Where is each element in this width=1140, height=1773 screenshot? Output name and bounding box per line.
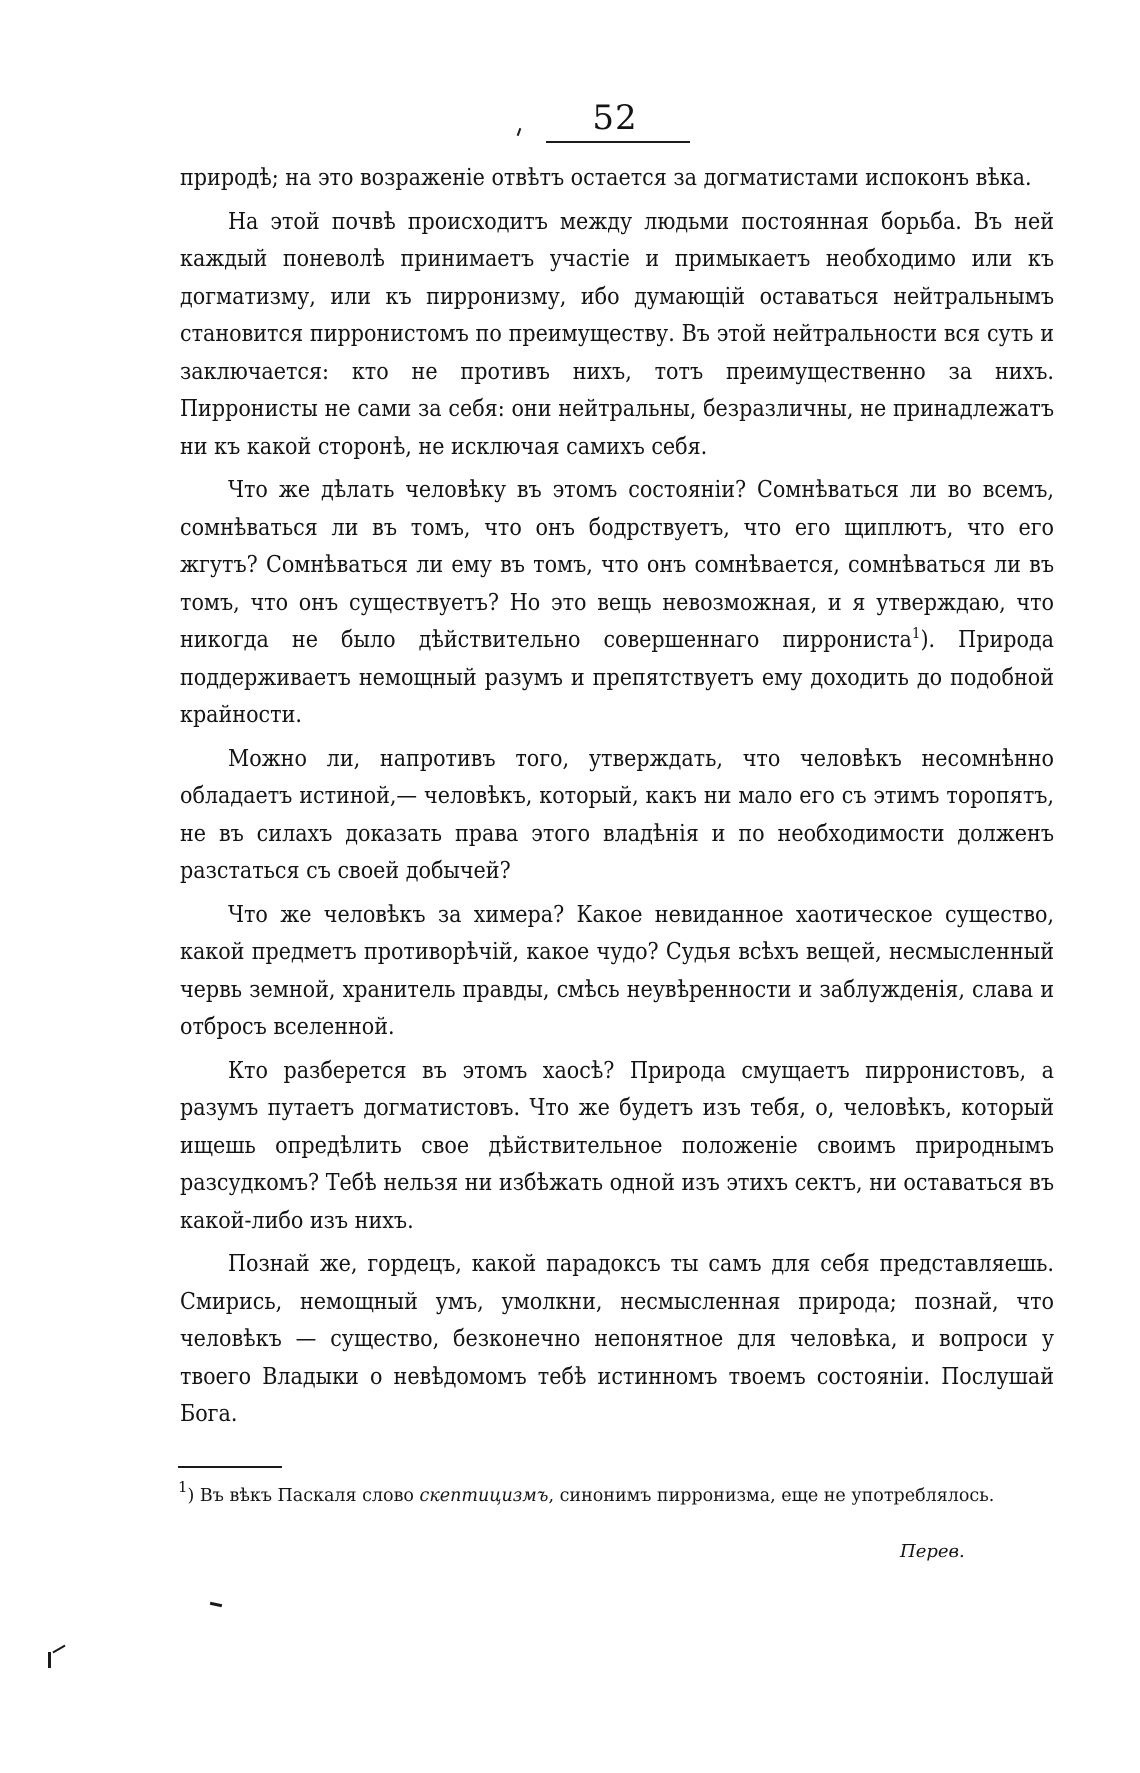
scan-speck — [517, 128, 522, 136]
scan-speck — [52, 1645, 65, 1654]
paragraph: На этой почвѣ происходитъ между людьми постоянная борьба. Въ ней каждый поневолѣ принимаетъ участіе и примыкаетъ необходимо или къ догматизму, или къ пирронизму, ибо думающій оставаться нейтральнымъ становится пирронистомъ по преимуществу. Въ этой нейтральности вся суть и заключается: кто не противъ нихъ, тотъ преимущественно за нихъ. Пирронисты не сами за себя: они нейтральны, безразличны, не принадлежатъ ни къ какой сторонѣ, не исключая самихъ себя. — [180, 208, 1054, 460]
paragraph: Можно ли, напротивъ того, утверждать, что человѣкъ несомнѣнно обладаетъ истиной,— человѣкъ, который, какъ ни мало его съ этимъ торопятъ, не въ силахъ доказать права этого владѣнія и по необходимости долженъ разстаться съ своей добычей? — [180, 745, 1054, 884]
page-number-wrap — [540, 100, 690, 136]
paragraph-text: Что же дѣлать человѣку въ этомъ состояніи? Сомнѣваться ли во всемъ, сомнѣваться ли въ томъ, что онъ бодрствуетъ, что его щиплютъ, что его жгутъ? Сомнѣваться ли ему въ томъ, что онъ сомнѣвается, сомнѣваться ли въ томъ, что онъ существуетъ? Но это вещь невозможная, и я утверждаю, что никогда не было дѣйствительно совершеннаго пиррониста — [180, 477, 1054, 653]
footnote-italic-term: скептицизмъ — [419, 1486, 549, 1506]
scan-speck — [210, 1602, 222, 1607]
footnote-reference: 1 — [911, 624, 921, 642]
footnote-text: ) Въ вѣкъ Паскаля слово — [187, 1486, 420, 1506]
paragraph — [180, 472, 1054, 735]
paragraph: природѣ; на это возраженіе отвѣтъ остается за догматистами испоконъ вѣка. — [180, 165, 1032, 191]
paragraph-text: ). Природа поддерживаетъ немощный разумъ и препятствуетъ ему доходить до подобной крайности. — [180, 627, 1054, 728]
page-number-rule — [546, 141, 690, 143]
translator-attribution: Перев. — [900, 1541, 965, 1562]
footnote-marker: 1 — [178, 1478, 188, 1496]
body-text — [180, 160, 1054, 1440]
paragraph: Кто разберется въ этомъ хаосѣ? Природа смущаетъ пирронистовъ, а разумъ путаетъ догматистовъ. Что же будетъ изъ тебя, о, человѣкъ, который ищешь опредѣлить свое дѣйствительное положеніе своимъ природнымъ разсудкомъ? Тебѣ нельзя ни избѣжать одной изъ этихъ сектъ, ни оставаться въ какой-либо изъ нихъ. — [180, 1057, 1054, 1234]
paragraph: Что же человѣкъ за химера? Какое невиданное хаотическое существо, какой предметъ противорѣчій, какое чудо? Судья всѣхъ вещей, несмысленный червь земной, хранитель правды, смѣсь неувѣренности и заблужденія, слава и отбросъ вселенной. — [180, 901, 1054, 1040]
footnote-text-end: , синонимъ пирронизма, еще не употреблялось. — [548, 1486, 995, 1506]
footnote-rule — [178, 1466, 282, 1468]
scan-speck — [48, 1652, 51, 1668]
footnote — [178, 1480, 1054, 1512]
paragraph: Познай же, гордецъ, какой парадоксъ ты самъ для себя представляешь. Смирись, немощный умъ, умолкни, несмысленная природа; познай, что человѣкъ — существо, безконечно непонятное для человѣка, и вопроси у твоего Владыки о невѣдомомъ тебѣ истинномъ твоемъ состояніи. Послушай Бога. — [180, 1251, 1054, 1427]
page-number: 52 — [592, 98, 638, 138]
